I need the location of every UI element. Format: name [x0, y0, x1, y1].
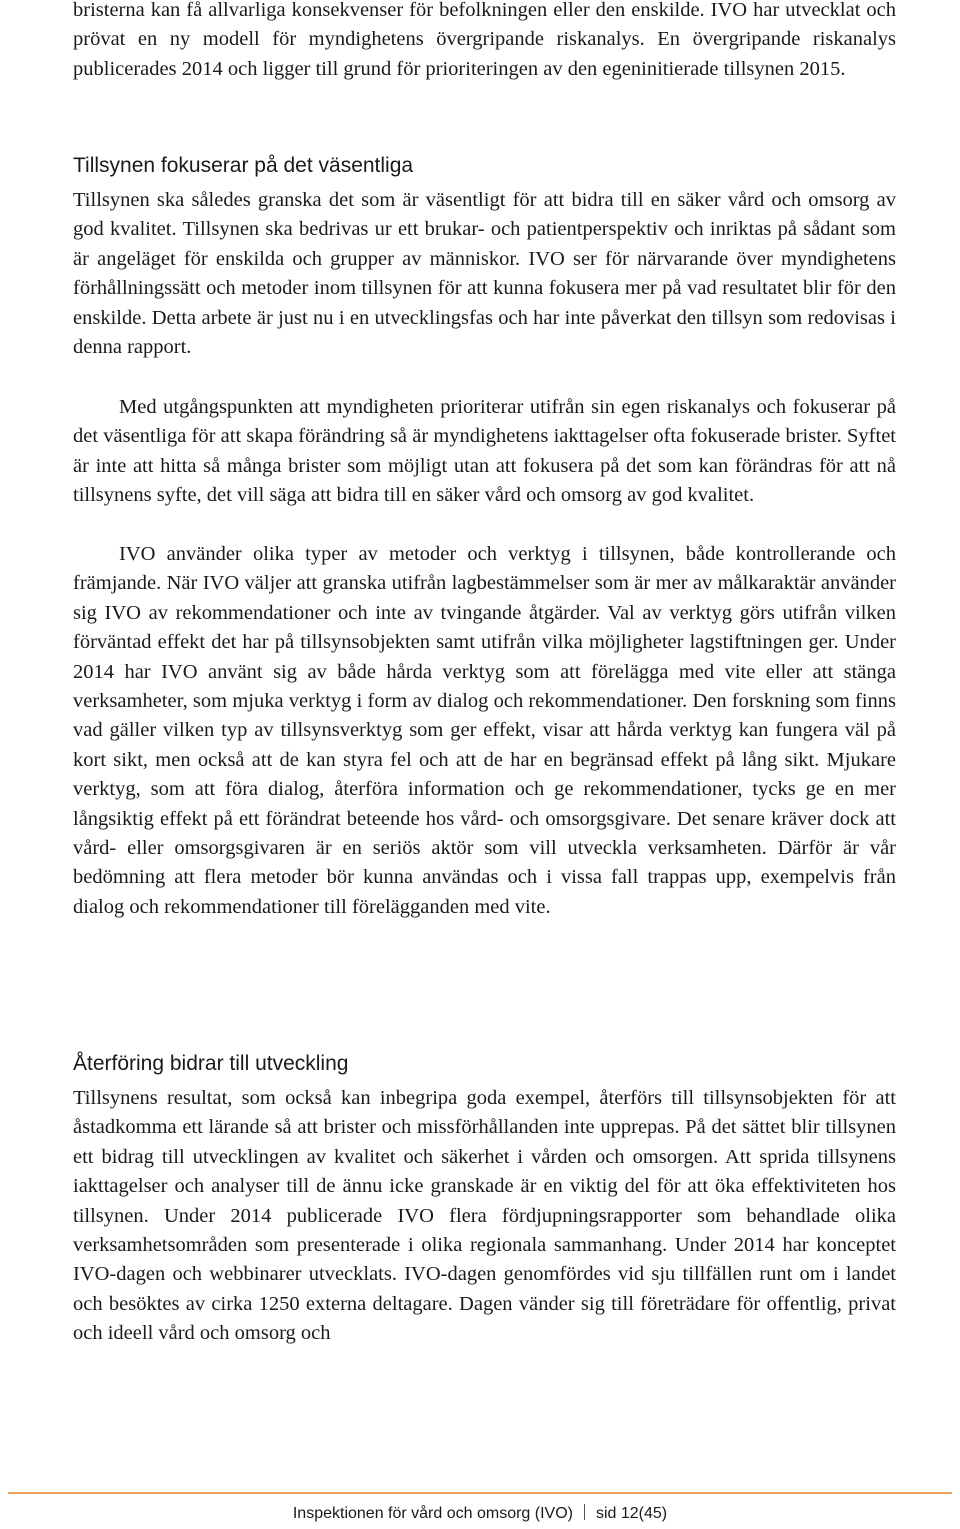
- section1-paragraph-2: Med utgångspunkten att myndigheten prioriterar utifrån sin egen riskanalys och fokuserar på det väsentliga för att skapa förändring så är myndighetens iakttagelser ofta fokuserade brister. Syftet är inte att hitta så många brister som möjligt utan att fokusera på det som kan förändras för att nå tillsynens syfte, det vill säga att bidra till en säker vård och omsorg av god kvalitet.: [73, 396, 896, 507]
- footer-rule: [8, 1492, 952, 1494]
- section-heading-tillsynen: Tillsynen fokuserar på det väsentliga: [73, 154, 414, 177]
- footer-page-number: sid 12(45): [595, 1505, 668, 1522]
- section1-paragraph-1: Tillsynen ska således granska det som är väsentligt för att bidra till en säker vård och omsorg av god kvalitet. Tillsynen ska bedrivas ur ett brukar- och patientperspektiv och inriktas på sådant som är angeläget för enskilda och grupper av människor. IVO ser för närvarande över myndighetens förhållningssätt och metoder inom tillsynen för att kunna fokusera mer på vad resultatet blir för den enskilde. Detta arbete är just nu i en utvecklingsfas och har inte påverkat den tillsyn som redovisas i denna rapport.: [73, 189, 896, 359]
- footer-organization: Inspektionen för vård och omsorg (IVO): [292, 1505, 573, 1522]
- section2-paragraph-1: Tillsynens resultat, som också kan inbegripa goda exempel, återförs till tillsynsobjekten för att åstadkomma ett lärande så att brister och missförhållanden inte upprepas. På det sättet blir tillsynen ett bidrag till utvecklingen av kvalitet och säkerhet i vården och omsorgen. Att sprida tillsynens iakttagelser och analyser till de ännu icke granskade är en viktig del för att öka effektiviteten hos tillsynen. Under 2014 publicerade IVO flera fördjupningsrapporter som behandlade olika verksamhetsområden som presenterade i olika regionala sammanhang. Under 2014 har konceptet IVO-dagen och webbinarer utvecklats. IVO-dagen genomfördes vid sju tillfällen runt om i landet och besöktes av cirka 1250 externa deltagare. Dagen vänder sig till företrädare för offentlig, privat och ideell vård och omsorg och: [73, 1087, 896, 1345]
- intro-paragraph: bristerna kan få allvarliga konsekvenser för befolkningen eller den enskilde. IVO har utvecklat och prövat en ny modell för myndighetens övergripande riskanalys. En övergripande riskanalys publicerades 2014 och ligger till grund för prioriteringen av den egeninitierade tillsynen 2015.: [73, 0, 896, 80]
- footer-separator: [584, 1504, 585, 1520]
- section1-paragraph-3: IVO använder olika typer av metoder och verktyg i tillsynen, både kontrollerande och främjande. När IVO väljer att granska utifrån lagbestämmelser som är mer av målkaraktär använder sig IVO av rekommendationer och inte av tvingande åtgärder. Val av verktyg görs utifrån vilken förväntad effekt det har på tillsynsobjekten samt utifrån vilka möjligheter lagstiftningen ger. Under 2014 har IVO använt sig av både hårda verktyg som att förelägga med vite eller att stänga verksamheter, som mjuka verktyg i form av dialog och rekommendationer. Den forskning som finns vad gäller vilken typ av tillsynsverktyg som ger effekt, visar att hårda verktyg kan fungera väl på kort sikt, men också att de kan styra fel och att de har en begränsad effekt på lång sikt. Mjukare verktyg, som att föra dialog, återföra information och ge rekommendationer, tycks ge en mer långsiktig effekt på ett förändrat beteende hos vård- och omsorgsgivare. Det senare kräver dock att vård- eller omsorgsgivaren är en seriös aktör som vill utveckla verksamheten. Därför är vår bedömning att flera metoder bör kunna användas och i vissa fall trappas upp, exempelvis från dialog och rekommendationer till förelägganden med vite.: [73, 543, 896, 918]
- page-footer: [0, 1504, 960, 1523]
- section-heading-aterforing: Återföring bidrar till utveckling: [73, 1052, 349, 1075]
